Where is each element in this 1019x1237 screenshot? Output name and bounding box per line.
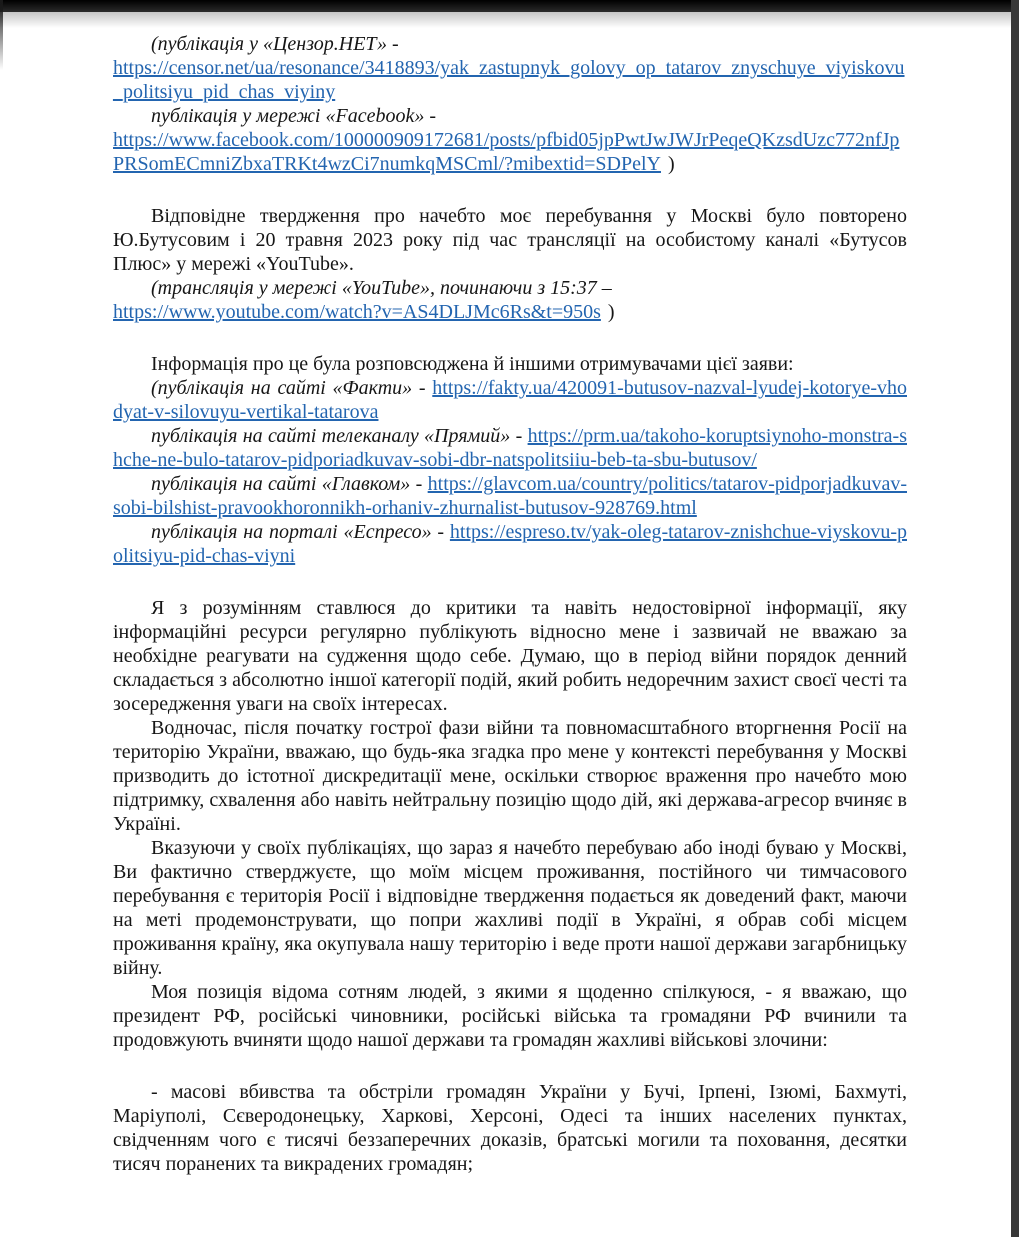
facebook-link-line (113, 128, 907, 176)
paragraph-understanding: Я з розумінням ставлюся до критики та навіть недостовірної інформації, яку інформаційні ресурси регулярно публікують відносно мене і зазвичай не вважаю за необхідне реагувати на судження щодо себе. Думаю, що в період війни порядок денний складається з абсолютно іншої категорії подій, який робить недоречним захист своєї честі та зосередження уваги на своїх інтересах. (113, 597, 907, 715)
bullet-mass-murders: - масові вбивства та обстріли громадян України у Бучі, Ірпені, Ізюмі, Бахмуті, Маріуполі, Сєверодонецьку, Харкові, Херсоні, Одесі та інших населених пунктах, свідченням чого є тисячі беззаперечних доказів, братські могили та поховання, десятки тисяч поранених та викрадених громадян; (113, 1081, 907, 1175)
scan-left-edge (0, 0, 3, 70)
facebook-publication-label-text: публікація у мережі «Facebook» - (151, 105, 436, 127)
fakty-publication-line (113, 376, 907, 424)
paragraph-statement: Відповідне твердження про начебто моє перебування у Москві було повторено Ю.Бутусовим і 20 травня 2023 року під час трансляції на особистому каналі «Бутусов Плюс» у мережі «YouTube». (113, 205, 907, 275)
paragraph-vkazuyuchy: Вказуючи у своїх публікаціях, що зараз я начебто перебуваю або іноді буваю у Москві, Ви фактично стверджуєте, що моїм місцем проживання, постійного чи тимчасового перебування є територія Росії і відповідне твердження подається як доведений факт, маючи на меті продемонструвати, що попри жахливі події в Україні, я обрав собі місцем проживання країну, яка окупувала нашу територію і веде проти нашої держави загарбницьку війну. (113, 837, 907, 979)
censor-publication-label (113, 32, 907, 56)
fakty-publication-label: (публікація на сайті «Факти» - (151, 377, 433, 399)
espreso-publication-label: публікація на порталі «Еспресо» - (151, 521, 450, 543)
glavkom-link[interactable]: https://glavcom.ua/country/politics/tatarov-pidporjadkuvav-sobi-bilshist-pravookhoronnikh-orhaniv-zhurnalist-butusov-928769.html (113, 473, 907, 519)
espreso-link[interactable]: https://espreso.tv/yak-oleg-tatarov-znishchue-viyskovu-politsiyu-pid-chas-viyni (113, 521, 907, 567)
pryamyi-publication-label: публікація на сайті телеканалу «Прямий» - (151, 425, 528, 447)
facebook-publication-label (113, 104, 907, 128)
youtube-close-paren: ) (607, 301, 615, 323)
censor-link-line (113, 56, 907, 104)
paragraph-vodnochas: Водночас, після початку гострої фази війни та повномасштабного вторгнення Росії на територію України, вважаю, що будь-яка згадка про мене у контексті перебування у Москві призводить до істотної дискредитації мене, оскільки створює враження про начебто мою підтримку, схвалення або навіть нейтральну позицію щодо дій, які держава-агресор вчиняє в Україні. (113, 717, 907, 835)
paragraph-position: Моя позиція відома сотням людей, з якими я щоденно спілкуюся, - я вважаю, що президент РФ, російські чиновники, російські війська та громадяни РФ вчинили та продовжують вчиняти щодо нашої держави та громадян жахливі військові злочини: (113, 981, 907, 1051)
document-page (113, 32, 907, 1176)
scan-right-edge (1011, 0, 1019, 1237)
fakty-link[interactable]: https://fakty.ua/420091-butusov-nazval-lyudej-kotorye-vhodyat-v-silovuyu-vertikal-tatarova (113, 377, 907, 423)
youtube-link[interactable]: https://www.youtube.com/watch?v=AS4DLJMc6Rs&t=950s (113, 301, 601, 323)
youtube-stream-label (113, 276, 907, 300)
facebook-link[interactable]: https://www.facebook.com/100000909172681/posts/pfbid05jpPwtJwJWJrPeqeQKzsdUzc772nfJpPRSomECmniZbxaTRKt4wzCi7numkqMSCml/?mibextid=SDPelY (113, 129, 900, 175)
censor-link[interactable]: https://censor.net/ua/resonance/3418893/yak_zastupnyk_golovy_op_tatarov_znyschuye_viyiskovu_politsiyu_pid_chas_viyiny (113, 57, 905, 103)
pryamyi-link[interactable]: https://prm.ua/takoho-koruptsiynoho-monstra-shche-ne-bulo-tatarov-pidporiadkuvav-sobi-dbr-natspolitsiiu-beb-ta-sbu-butusov/ (113, 425, 907, 471)
espreso-publication-line (113, 520, 907, 568)
paragraph-info-distribution: Інформація про це була розповсюджена й іншими отримувачами цієї заяви: (151, 353, 794, 375)
censor-publication-label-text: (публікація у «Цензор.НЕТ» - (151, 33, 399, 55)
glavkom-publication-line (113, 472, 907, 520)
facebook-close-paren: ) (667, 153, 675, 175)
youtube-stream-label-text: (трансляція у мережі «YouTube», починаючи з 15:37 – (151, 277, 612, 299)
pryamyi-publication-line (113, 424, 907, 472)
youtube-link-line (113, 300, 907, 324)
scan-top-edge (0, 0, 1019, 12)
glavkom-publication-label: публікація на сайті «Главком» - (151, 473, 428, 495)
